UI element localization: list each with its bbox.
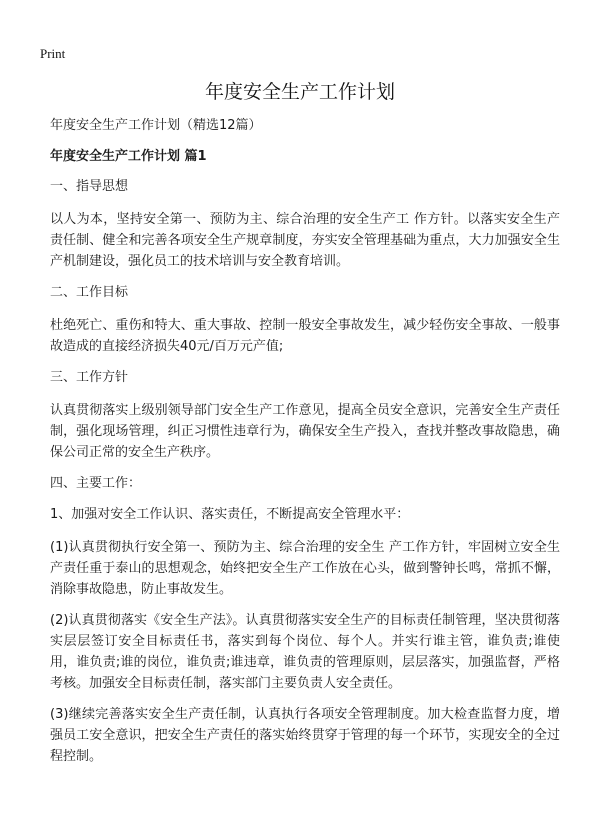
- main-work-subitem-3: (3)继续完善落实安全生产责任制，认真执行各项安全管理制度。加大检查监督力度，增强员工安全意识，把安全生产责任的落实始终贯穿于管理的每一个环节，实现安全的全过程控制。: [50, 707, 560, 764]
- section-heading-policy: 三、工作方针: [50, 370, 129, 385]
- main-work-item-1: 1、加强对安全工作认识、落实责任，不断提高安全管理水平：: [50, 507, 410, 522]
- chapter-title: 年度安全生产工作计划 篇1: [50, 149, 207, 164]
- section-text-guiding: 以人为本，坚持安全第一、预防为主、综合治理的安全生产工 作方针。以落实安全生产责任制、健全和完善各项安全生产规章制度，夯实安全管理基础为重点，大力加强安全生产机制建设，强化员工的技术培训与安全教育培训。: [50, 212, 560, 269]
- main-work-subitem-2: (2)认真贯彻落实《安全生产法》。认真贯彻落实安全生产的目标责任制管理，坚决贯彻落实层层签订安全目标责任书，落实到每个岗位、每个人。并实行谁主管，谁负责;谁使用，谁负责;谁的岗位，谁负责;谁违章，谁负责的管理原则，层层落实，加强监督，严格考核。加强安全目标责任制，落实部门主要负责人安全责任。: [50, 613, 560, 691]
- section-heading-main-work: 四、主要工作：: [50, 476, 142, 491]
- page-title: 年度安全生产工作计划: [204, 81, 395, 103]
- section-text-goals: 杜绝死亡、重伤和特大、重大事故、控制一般安全事故发生，减少轻伤安全事故、一般事故造成的直接经济损失40元/百万元产值;: [50, 318, 560, 354]
- print-link[interactable]: Print: [40, 46, 66, 61]
- document-subtitle: 年度安全生产工作计划（精选12篇）: [50, 118, 262, 133]
- document-body: [50, 117, 560, 777]
- section-heading-goals: 二、工作目标: [50, 285, 129, 300]
- section-heading-guiding: 一、指导思想: [50, 179, 129, 194]
- main-work-subitem-1: (1)认真贯彻执行安全第一、预防为主、综合治理的安全生 产工作方针，牢固树立安全生产责任重于泰山的思想观念，始终把安全生产工作放在心头，做到警钟长鸣，常抓不懈，消除事故隐患，防止事故发生。: [50, 540, 560, 597]
- section-text-policy: 认真贯彻落实上级别领导部门安全生产工作意见，提高全员安全意识，完善安全生产责任制，强化现场管理，纠正习惯性违章行为，确保安全生产投入，查找并整改事故隐患，确保公司正常的安全生产秩序。: [50, 403, 560, 460]
